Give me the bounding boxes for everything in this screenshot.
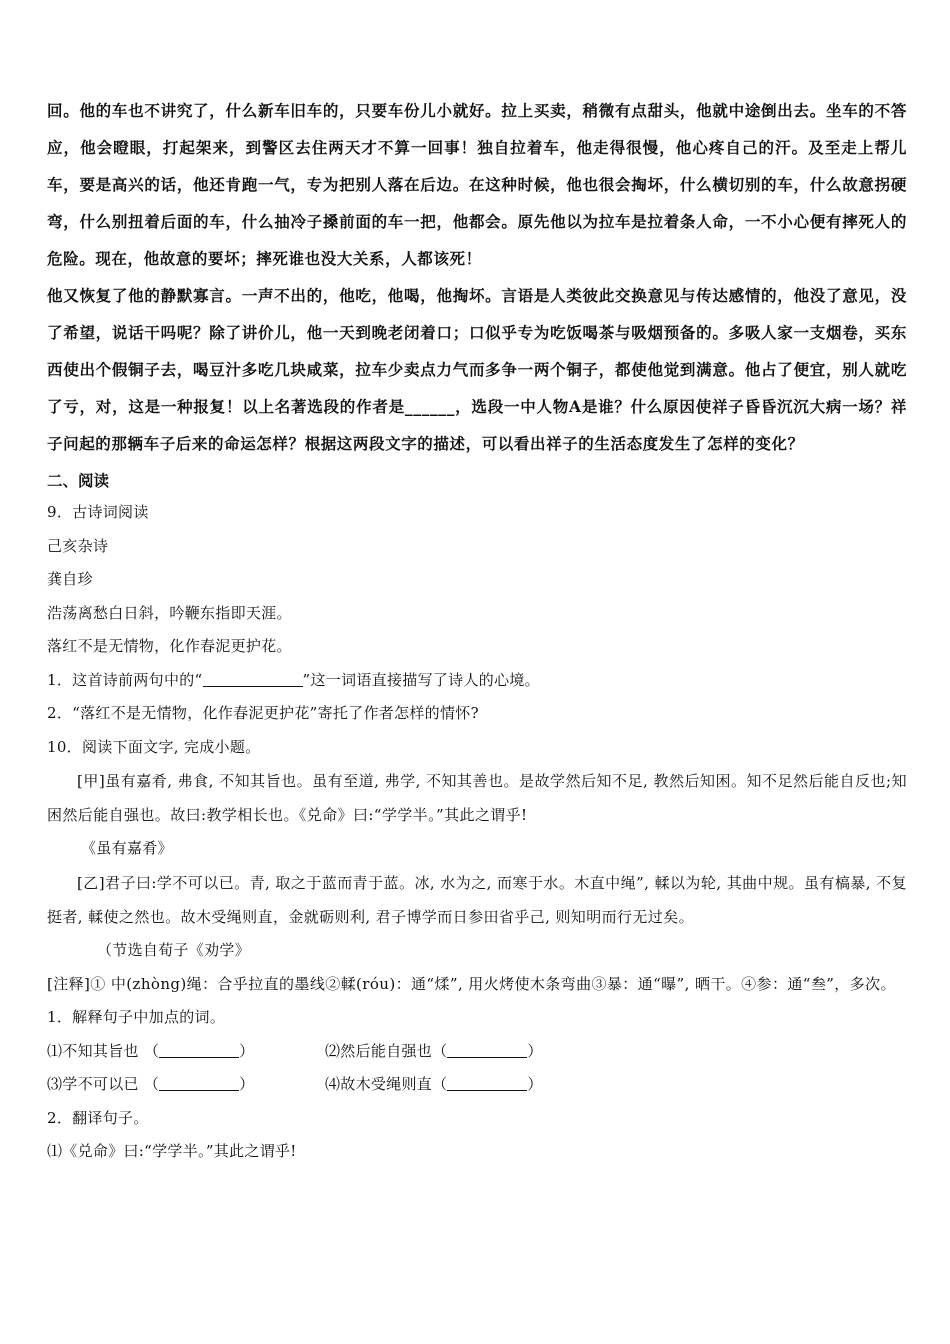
passage-yi-source: （节选自荀子《劝学》: [97, 940, 251, 959]
section-title: 二、阅读: [47, 471, 110, 490]
explain-item-3: [47, 1068, 325, 1102]
q9-sub-question-2: 2．“落红不是无情物，化作春泥更护花”寄托了作者怎样的情怀?: [47, 704, 479, 722]
explain-item-2-close: ）: [527, 1041, 543, 1060]
explain-item-3-blank: [159, 1074, 239, 1091]
explain-item-4-blank: [447, 1074, 527, 1091]
q9-sub1-text-b: ”这一词语直接描写了诗人的心境。: [302, 670, 540, 689]
q9-sub1-text-a: 1．这首诗前两句中的“: [47, 670, 203, 689]
q9-sub-question-1: [47, 664, 907, 698]
explain-item-2-text: ⑵然后能自强也（: [325, 1041, 448, 1060]
poem-line-2: 落红不是无情物，化作春泥更护花。: [47, 637, 292, 655]
poem-title: 己亥杂诗: [47, 536, 109, 555]
passage-paragraph-2-text-a: 他又恢复了他的静默寡言。一声不出的，他吃，他喝，他掏坏。言语是人类彼此交换意见与传达感情的，他没了意见，没了希望，说话干吗呢？除了讲价儿，他一天到晚老闭着口；口似乎专为吃饭喝茶与吸烟预备的。多吸人家一支烟卷，买东西使出个假铜子去，喝豆汁多吃几块咸菜，拉车少卖点力气而多争一两个铜子，都使他觉到满意。他占了便宜，别人就吃了亏，对，这是一种报复！以上名著选段的作者是: [47, 286, 907, 416]
explain-row-1: [47, 1035, 907, 1069]
explain-item-4-text: ⑷故木受绳则直（: [325, 1075, 448, 1093]
q10-sub-question-1: 1．解释句子中加点的词。: [47, 1008, 226, 1026]
passage-jia-source: 《虽有嘉肴》: [81, 839, 173, 857]
q10-heading: 10．阅读下面文字, 完成小题。: [47, 737, 261, 756]
passage-paragraph-2: [47, 277, 907, 462]
explain-item-2: [325, 1042, 543, 1060]
poem-author: 龚自珍: [47, 570, 93, 588]
author-blank: ______: [404, 397, 455, 416]
explain-item-1-close: ）: [239, 1041, 255, 1060]
passage-paragraph-1: 回。他的车也不讲究了，什么新车旧车的，只要车份儿小就好。拉上买卖，稍微有点甜头，他就中途倒出去。坐车的不答应，他会瞪眼，打起架来，到警区去住两天才不算一回事！独自拉着车，他走得很慢，他心疼自己的汗。及至走上帮儿车，要是高兴的话，他还肯跑一气，专为把别人落在后边。在这种时候，他也很会掏坏，什么横切别的车，什么故意拐硬弯，什么别扭着后面的车，什么抽冷子搡前面的车一把，他都会。原先他以为拉车是拉着条人命，一不小心便有摔死人的危险。现在，他故意的要坏；摔死谁也没大关系，人都该死！: [47, 101, 907, 268]
explain-item-3-close: ）: [239, 1075, 255, 1093]
poem-line-1: 浩荡离愁白日斜，吟鞭东指即天涯。: [47, 603, 292, 622]
passage-jia: [甲]虽有嘉肴, 弗食, 不知其旨也。虽有至道, 弗学, 不知其善也。是故学然后知不足, 教然后知困。知不足然后能自反也;知困然后能自强也。故曰:教学相长也。《兑命》曰:“学学半。”其此之谓乎!: [47, 772, 907, 824]
annotation-note: [注释]① 中(zhòng)绳：合乎拉直的墨线②輮(róu)：通“煣”, 用火烤使木条弯曲③暴：通“曝”, 晒干。④参：通“叁”，多次。: [47, 975, 896, 993]
explain-item-1-text: ⑴不知其旨也 （: [47, 1041, 160, 1060]
explain-item-2-blank: [447, 1041, 527, 1058]
explain-item-1: [47, 1035, 325, 1069]
document-page: [47, 92, 907, 1169]
q10-sub-question-2: 2．翻译句子。: [47, 1108, 149, 1127]
explain-item-4-close: ）: [527, 1075, 543, 1093]
explain-item-1-blank: [159, 1041, 239, 1058]
explain-row-2: [47, 1068, 907, 1102]
q9-heading: 9．古诗词阅读: [47, 503, 149, 521]
translate-item-1: ⑴《兑命》曰:“学学半。”其此之谓乎!: [47, 1142, 297, 1160]
explain-item-4: [325, 1075, 543, 1093]
passage-yi: [乙]君子曰:学不可以已。青, 取之于蓝而青于蓝。冰, 水为之, 而寒于水。木直中绳”, 輮以为轮, 其曲中规。虽有槁暴, 不复挺者, 輮使之然也。故木受绳则直，金就砺则利, 君子博学而日参田省乎己, 则知明而行无过矣。: [47, 873, 907, 926]
passage-paragraph-2-text-b: ，选段一中人物A是谁？什么原因使祥子昏昏沉沉大病一场？祥子问起的那辆车子后来的命运怎样？根据这两段文字的描述，可以看出祥子的生活态度发生了怎样的变化？: [47, 397, 908, 453]
explain-item-3-text: ⑶学不可以已 （: [47, 1075, 160, 1093]
q9-sub1-blank: [203, 670, 303, 687]
